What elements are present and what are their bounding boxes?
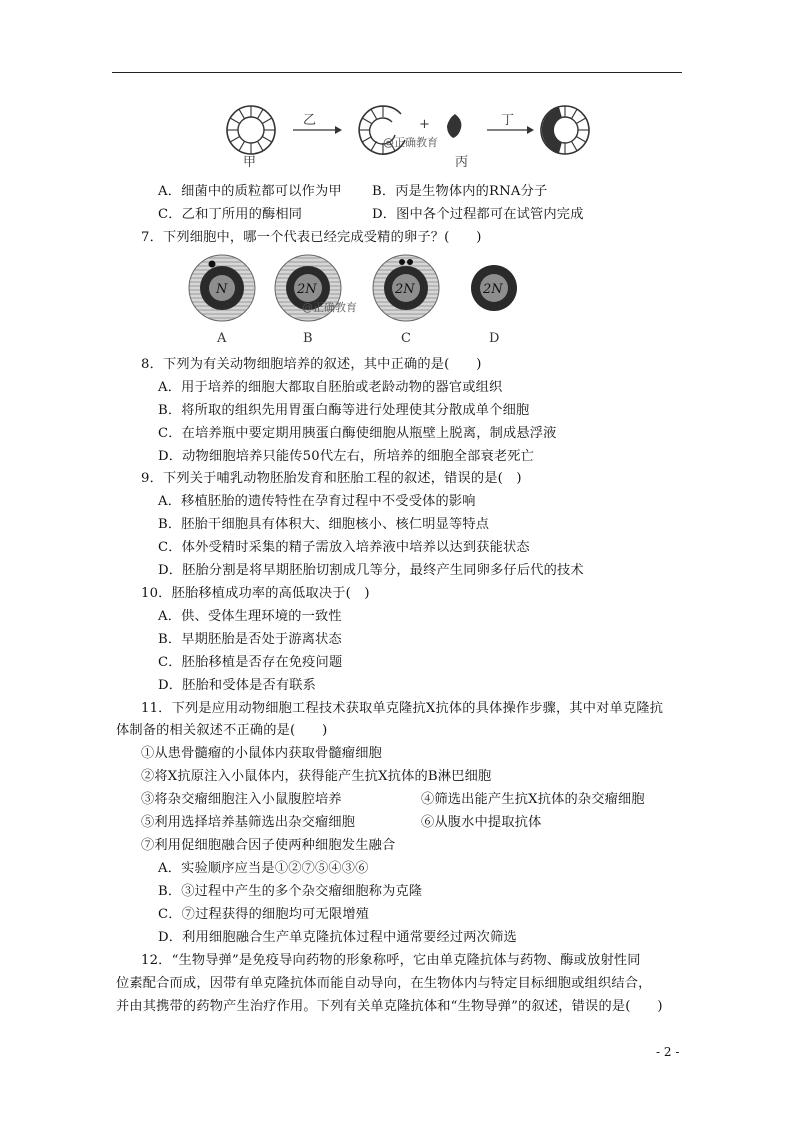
label-bing: 丙 — [455, 155, 469, 170]
label-yi: 乙 — [303, 113, 317, 128]
q9-stem: 9．下列关于哺乳动物胚胎发育和胚胎工程的叙述，错误的是( ) — [141, 471, 522, 486]
q9-option-c: C．体外受精时采集的精子需放入培养液中培养以达到获能状态 — [158, 540, 530, 555]
page-number: - 2 - — [656, 1045, 680, 1059]
q11-option-c: C．⑦过程获得的细胞均可无限增殖 — [158, 907, 370, 922]
q11-option-b: B．③过程中产生的多个杂交瘤细胞称为克隆 — [158, 884, 423, 899]
q11-stem-line1: 11．下列是应用动物细胞工程技术获取单克隆抗X抗体的具体操作步骤，其中对单克隆抗 — [141, 701, 664, 716]
q11-option-d: D．利用细胞融合生产单克隆抗体过程中通常要经过两次筛选 — [158, 930, 517, 945]
q9-option-b: B．胚胎干细胞具有体积大、细胞核小、核仁明显等特点 — [158, 517, 490, 532]
q11-step-2: ②将X抗原注入小鼠体内，获得能产生抗X抗体的B淋巴细胞 — [141, 769, 492, 784]
q10-stem: 10．胚胎移植成功率的高低取决于( ) — [141, 586, 370, 601]
q9-option-d: D．胚胎分割是将早期胚胎切割成几等分，最终产生同卵多仔后代的技术 — [158, 563, 584, 578]
fragment-bing — [447, 114, 461, 138]
q7-stem: 7．下列细胞中，哪一个代表已经完成受精的卵子？( ) — [141, 230, 482, 245]
q11-step-4: ④筛选出能产生抗X抗体的杂交瘤细胞 — [421, 792, 645, 807]
q12-line3: 并由其携带的药物产生治疗作用。下列有关单克隆抗体和“生物导弹”的叙述，错误的是( ) — [116, 999, 663, 1014]
q10-option-d: D．胚胎和受体是否有联系 — [158, 678, 317, 693]
plus-sign: + — [419, 117, 430, 132]
cell-a — [189, 255, 255, 321]
q11-step-3: ③将杂交瘤细胞注入小鼠腹腔培养 — [141, 792, 342, 807]
label-jia: 甲 — [243, 155, 257, 170]
plasmid-diagram — [215, 100, 595, 172]
q12-line1: 12．“生物导弹”是免疫导向药物的形象称呼，它由单克隆抗体与药物、酶或放射性同 — [141, 953, 641, 968]
plasmid-recombinant — [541, 106, 589, 154]
q10-option-c: C．胚胎移植是否存在免疫问题 — [158, 655, 343, 670]
q8-stem: 8．下列为有关动物细胞培养的叙述，其中正确的是( ) — [141, 357, 482, 372]
cell-c-label: C — [401, 331, 411, 346]
q11-step-6: ⑥从腹水中提取抗体 — [421, 815, 542, 830]
q11-step-5: ⑤利用选择培养基筛选出杂交瘤细胞 — [141, 815, 356, 830]
q10-option-b: B．早期胚胎是否处于游离状态 — [158, 632, 342, 647]
watermark: @正确教育 — [383, 136, 438, 149]
cell-b-label: B — [303, 331, 313, 346]
header-rule — [112, 72, 682, 73]
egg-cells-diagram — [180, 254, 540, 346]
q11-stem-line2: 体制备的相关叙述不正确的是( ) — [116, 723, 328, 738]
cell-d-nucleus: 2N — [483, 282, 503, 297]
cell-c — [373, 255, 439, 321]
cell-d — [471, 265, 517, 311]
q6-option-c: C．乙和丁所用的酶相同 — [158, 207, 303, 222]
q11-step-7: ⑦利用促细胞融合因子使两种细胞发生融合 — [141, 838, 396, 853]
q8-option-c: C．在培养瓶中要定期用胰蛋白酶使细胞从瓶壁上脱离，制成悬浮液 — [158, 426, 557, 441]
label-ding: 丁 — [501, 113, 515, 128]
q12-line2: 位素配合而成，因带有单克隆抗体而能自动导向，在生物体内与特定目标细胞或组织结合， — [116, 976, 652, 991]
q6-option-b: B．丙是生物体内的RNA分子 — [372, 184, 548, 199]
q10-option-a: A．供、受体生理环境的一致性 — [158, 609, 342, 624]
q8-option-a: A．用于培养的细胞大都取自胚胎或老龄动物的器官或组织 — [158, 380, 503, 395]
q6-option-a: A．细菌中的质粒都可以作为甲 — [158, 184, 342, 199]
q11-step-1: ①从患骨髓瘤的小鼠体内获取骨髓瘤细胞 — [141, 746, 382, 761]
cell-a-label: A — [217, 331, 227, 346]
cell-a-nucleus: N — [216, 282, 228, 297]
cell-d-label: D — [489, 331, 500, 346]
plasmid-jia — [227, 106, 275, 154]
q9-option-a: A．移植胚胎的遗传特性在孕育过程中不受受体的影响 — [158, 494, 476, 509]
watermark-2: @正确教育 — [302, 301, 357, 314]
q8-option-b: B．将所取的组织先用胃蛋白酶等进行处理使其分散成单个细胞 — [158, 403, 530, 418]
cell-c-nucleus: 2N — [395, 282, 415, 297]
q8-option-d: D．动物细胞培养只能传50代左右，所培养的细胞全部衰老死亡 — [158, 449, 535, 464]
q11-option-a: A．实验顺序应当是①②⑦⑤④③⑥ — [158, 861, 369, 876]
arrow-yi — [293, 126, 342, 134]
cell-b-nucleus: 2N — [297, 282, 317, 297]
q6-option-d: D．图中各个过程都可在试管内完成 — [372, 207, 584, 222]
